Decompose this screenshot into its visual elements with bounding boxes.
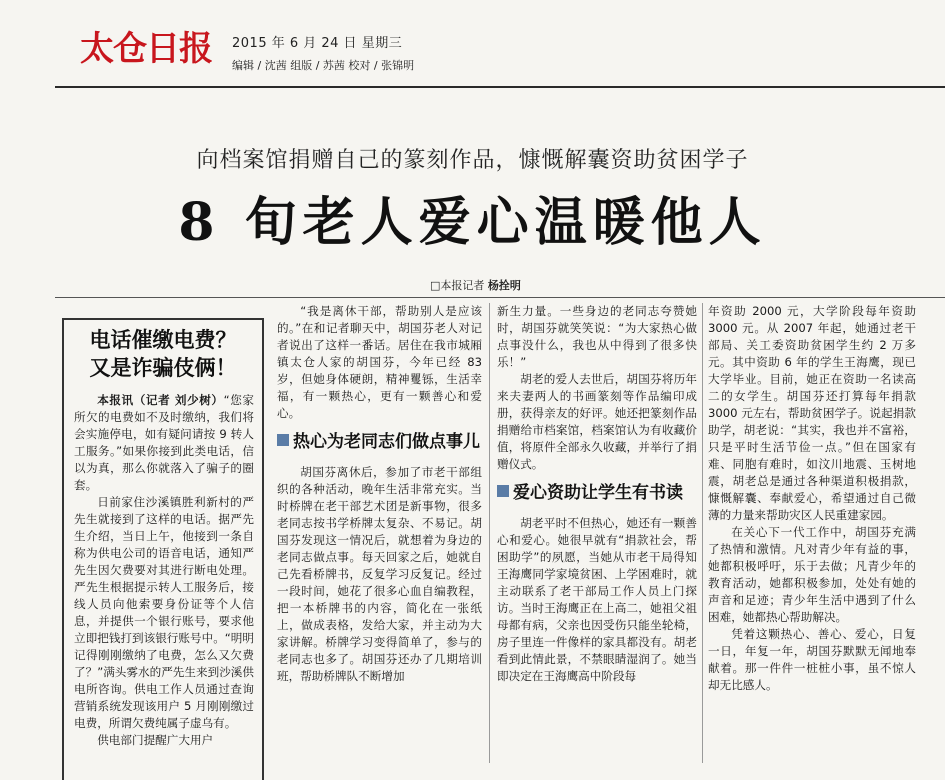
sidebar-title-line2: 又是诈骗伎俩！ (89, 356, 237, 380)
square-bullet-icon (277, 434, 289, 446)
article-paragraph: 胡国芬离休后，参加了市老干部组织的各种活动，晚年生活非常充实。当时桥牌在老干部艺术团是新事物，很多老同志按书学桥牌太复杂、不易记。胡国芬发现这一情况后，就想着为身边的老同志做点事。每天回家之后，她就自己先看桥牌书，反复学习反复记。经过一段时间，她花了很多心血自编教程，把一本桥牌书的内容，简化在一张纸上，做成表格，发给大家，并主动为大家讲解。桥牌学习变得简单了，参与的老同志也多了。胡国芬还办了几期培训班，帮助桥牌队不断增加 (277, 465, 482, 683)
sidebar-title (64, 326, 262, 382)
sidebar-title-line1: 电话催缴电费？ (89, 328, 237, 352)
article-column-3 (708, 303, 916, 694)
sidebar-paragraph: 日前家住沙溪镇胜利新村的严先生就接到了这样的电话。据严先生介绍，当日上午，他接到一条自称为供电公司的语音电话，通知严先生因欠费要对其进行断电处理。严先生根据提示转人工服务后，接线人员向他索要身份证等个人信息，并提供一个银行账号，要求他立即把钱打到该银行账号中。“明明记得刚刚缴纳了电费，怎么又欠费了？”满头雾水的严先生来到沙溪供电所咨询。供电工作人员通过查询营销系统发现该用户 5 月刚刚缴过电费，所谓欠费纯属子虚乌有。 (74, 495, 254, 730)
article-paragraph: 在关心下一代工作中，胡国芬充满了热情和激情。凡对青少年有益的事，她都积极呼吁，乐于去做；凡青少年的教育活动，她都积极参加，处处有她的声音和足迹；青少年生活中遇到了什么困难，她都热心帮助解决。 (708, 525, 916, 624)
article-column-1 (277, 303, 482, 685)
article-subheadline: 向档案馆捐赠自己的篆刻作品，慷慨解囊资助贫困学子 (196, 148, 749, 173)
byline-name: 杨拴明 (487, 279, 521, 292)
article-paragraph: 新生力量。一些身边的老同志夸赞她时，胡国芬就笑笑说：“为大家热心做点事没什么，我也从中得到了很多快乐！” (497, 304, 697, 369)
article-paragraph: “我是离休干部，帮助别人是应该的。”在和记者聊天中，胡国芬老人对记者说出了这样一番话。居住在我市城厢镇太仓人家的胡国芬，今年已经 83 岁，但她身体硬朗，精神矍铄，生活幸福，有一颗热心，更有一颗善心和爱心。 (277, 304, 482, 420)
article-paragraph: 胡老的爱人去世后，胡国芬将历年来夫妻两人的书画篆刻等作品编印成册，获得亲友的好评。她还把篆刻作品捐赠给市档案馆，档案馆认为有收藏价值，将原件全部永久收藏，并举行了捐赠仪式。 (497, 372, 697, 471)
article-paragraph: 年资助 2000 元，大学阶段每年资助 3000 元。从 2007 年起，她通过老干部局、关工委资助贫困学生约 2 万多元。其中资助 6 年的学生王海鹰，现已大学毕业。目前，她正在资助一名读高二的女学生。胡国芬还打算每年捐款 3000 元左右，帮助贫困学子。说起捐款助学，胡老说：“其实，我也并不富裕，只是平时生活节俭一点。”但在国家有难、同胞有难时，如汶川地震、玉树地震，胡老总是通过各种渠道积极捐款，慷慨解囊、奉献爱心，希望通过自己微薄的力量来帮助灾区人民重建家园。 (708, 304, 916, 522)
article-paragraph: 凭着这颗热心、善心、爱心，日复一日，年复一年，胡国芬默默无闻地奉献着。那一件件一桩桩小事，虽不惊人却无比感人。 (708, 627, 916, 692)
article-column-2 (497, 303, 697, 685)
column-divider (489, 303, 490, 763)
sidebar-paragraph: 本报讯（记者 刘少树）“您家所欠的电费如不及时缴纳，我们将会实施停电，如有疑问请按 9 转人工服务。”如果你接到此类电话，信以为真，那么你就落入了骗子的圈套。 (74, 393, 254, 492)
section-heading: 热心为老同志们做点事儿 (277, 430, 482, 454)
column-divider (702, 303, 703, 763)
newspaper-logo (78, 22, 218, 72)
article-paragraph: 胡老平时不但热心，她还有一颗善心和爱心。她很早就有“捐款社会，帮困助学”的夙愿，当她从市老干局得知王海鹰同学家境贫困、上学困难时，就主动联系了老干部局工作人员上门探访。当时王海鹰正在上高二，她祖父祖母都有病，父亲也因受伤只能坐轮椅，房子里连一件像样的家具都没有。胡老看到此情此景，不禁眼睛湿润了。她当即决定在王海鹰高中阶段每 (497, 516, 697, 683)
sidebar-lead: 本报讯（记者 刘少树） (97, 393, 224, 407)
headline-rule (55, 297, 945, 298)
sidebar-body (64, 392, 262, 749)
article-headline: 8 旬老人爱心温暖他人 (178, 192, 767, 253)
square-bullet-icon (497, 485, 509, 497)
masthead-rule (55, 86, 945, 88)
issue-date: 2015 年 6 月 24 日 星期三 (232, 36, 403, 51)
sidebar-news-box (62, 318, 264, 780)
section-heading: 爱心资助让学生有书读 (497, 481, 697, 505)
sidebar-paragraph: 供电部门提醒广大用户 (97, 733, 214, 747)
byline-prefix: □本报记者 (430, 279, 485, 292)
logo-text: 太仓日报 (80, 29, 212, 69)
article-byline (430, 277, 521, 293)
editor-credits: 编辑 / 沈茜 组版 / 苏茜 校对 / 张锦明 (232, 59, 415, 72)
